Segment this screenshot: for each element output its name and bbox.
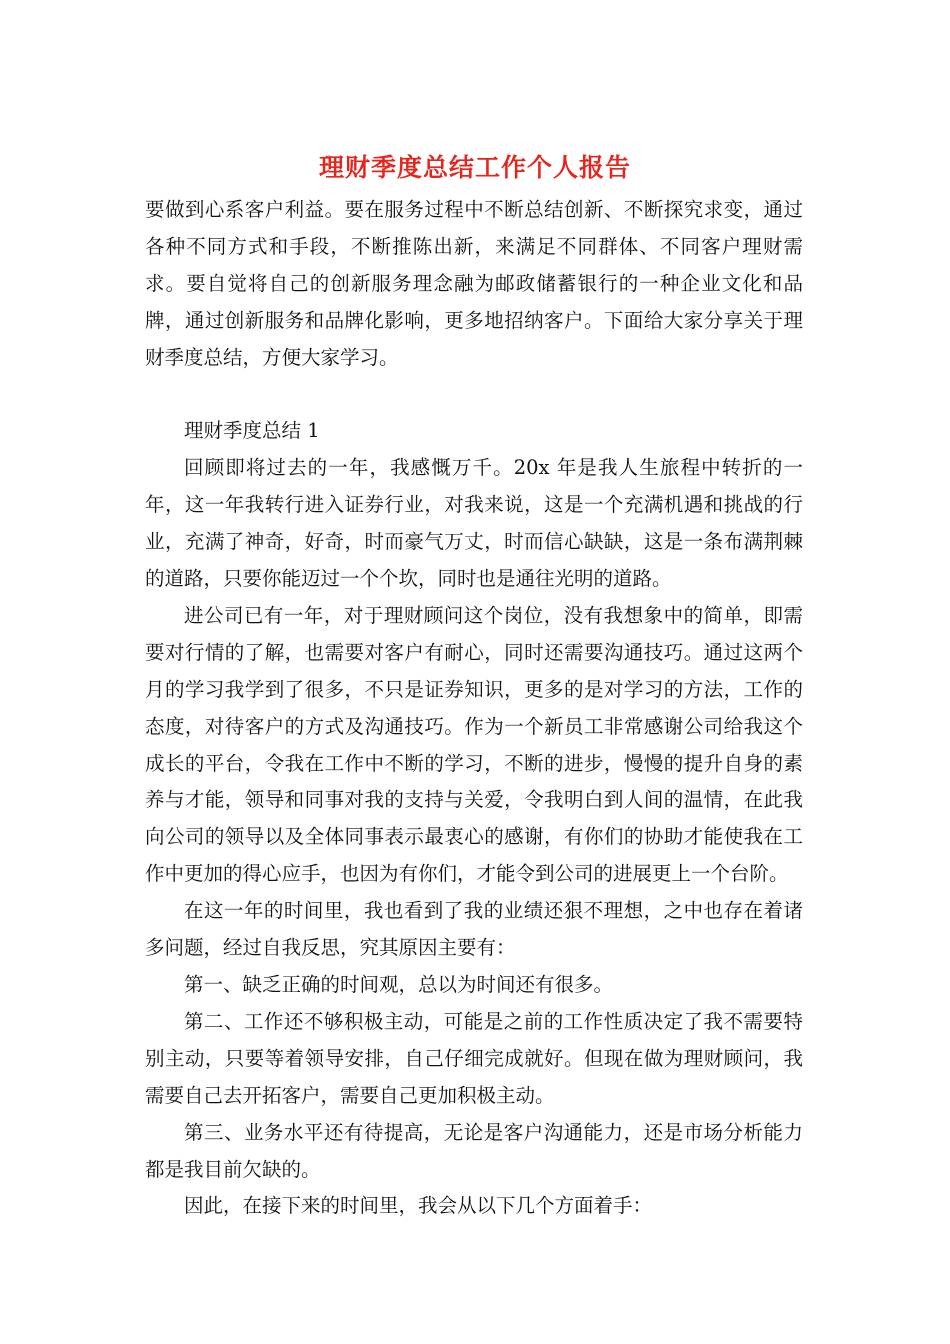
list-item: 第二、工作还不够积极主动，可能是之前的工作性质决定了我不需要特别主动，只要等着领导安排，自己仔细完成就好。但现在做为理财顾问，我需要自己去开拓客户，需要自己更加积极主动。	[145, 1009, 803, 1107]
section-heading: 理财季度总结 1	[184, 419, 320, 443]
document-body	[145, 192, 803, 1225]
list-item: 第一、缺乏正确的时间观，总以为时间还有很多。	[184, 973, 614, 997]
paragraph-spacer	[145, 377, 803, 414]
intro-paragraph: 要做到心系客户利益。要在服务过程中不断总结创新、不断探究求变，通过各种不同方式和手段，不断推陈出新，来满足不同群体、不同客户理财需求。要自觉将自己的创新服务理念融为邮政储蓄银行的一种企业文化和品牌，通过创新服务和品牌化影响，更多地招纳客户。下面给大家分享关于理财季度总结，方便大家学习。	[145, 198, 803, 369]
document-title: 理财季度总结工作个人报告	[318, 153, 631, 182]
list-item: 第三、业务水平还有待提高，无论是客户沟通能力，还是市场分析能力都是我目前欠缺的。	[145, 1120, 803, 1181]
body-paragraph: 回顾即将过去的一年，我感慨万千。20x 年是我人生旅程中转折的一年，这一年我转行进入证券行业，对我来说，这是一个充满机遇和挑战的行业，充满了神奇，好奇，时而豪气万丈，时而信心缺缺，这是一条布满荆棘的道路，只要你能迈过一个个坎，同时也是通往光明的道路。	[145, 456, 803, 591]
body-paragraph: 因此，在接下来的时间里，我会从以下几个方面着手：	[184, 1194, 653, 1218]
body-paragraph: 在这一年的时间里，我也看到了我的业绩还狠不理想，之中也存在着诸多问题，经过自我反思，究其原因主要有：	[145, 899, 803, 960]
body-paragraph: 进公司已有一年，对于理财顾问这个岗位，没有我想象中的简单，即需要对行情的了解，也需要对客户有耐心，同时还需要沟通技巧。通过这两个月的学习我学到了很多，不只是证券知识，更多的是对学习的方法，工作的态度，对待客户的方式及沟通技巧。作为一个新员工非常感谢公司给我这个成长的平台，令我在工作中不断的学习，不断的进步，慢慢的提升自身的素养与才能，领导和同事对我的支持与关爱，令我明白到人间的温情，在此我向公司的领导以及全体同事表示最衷心的感谢，有你们的协助才能使我在工作中更加的得心应手，也因为有你们，才能令到公司的进展更上一个台阶。	[145, 603, 803, 886]
